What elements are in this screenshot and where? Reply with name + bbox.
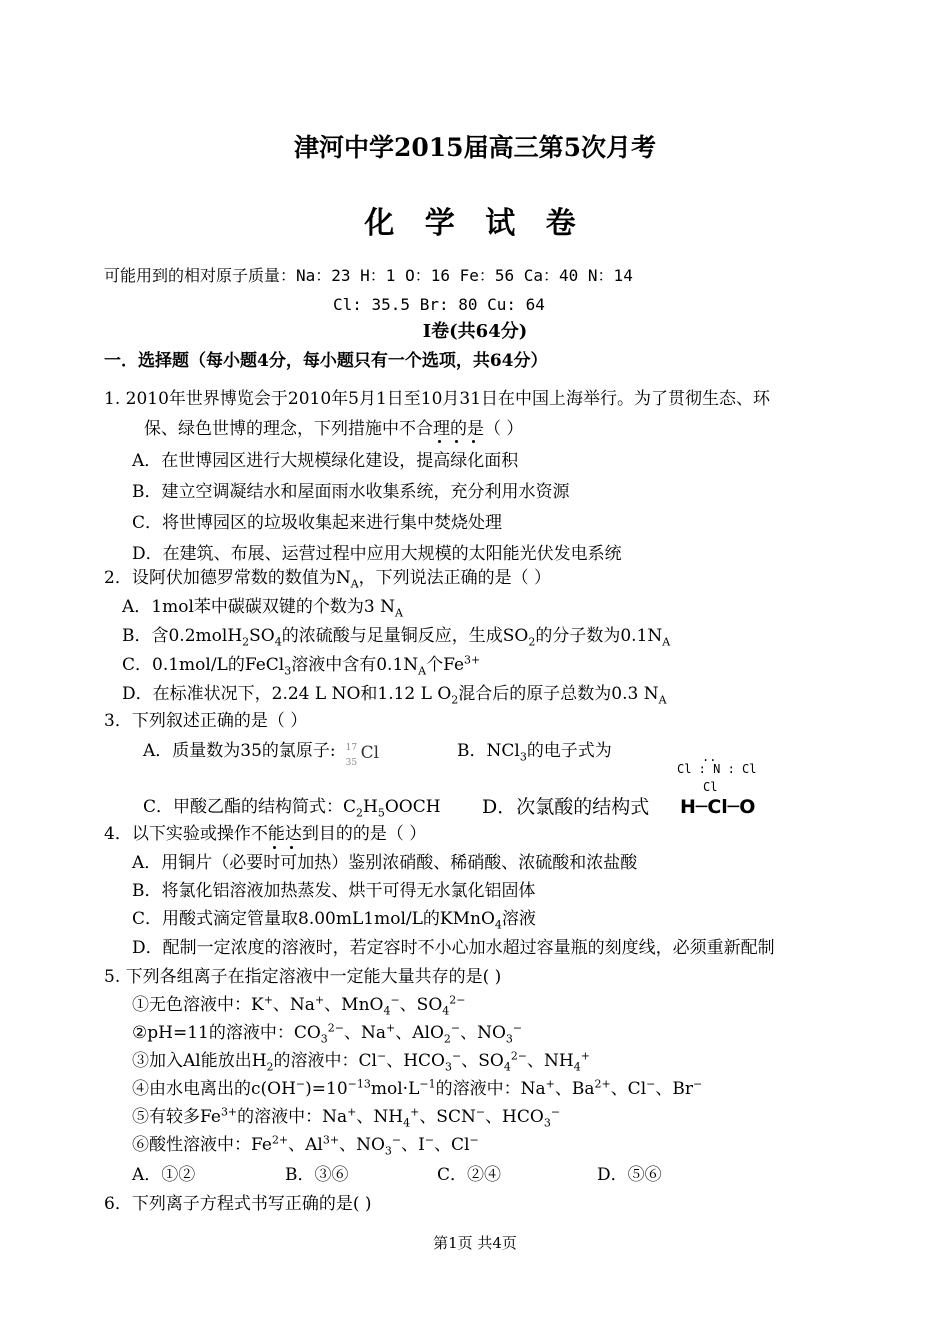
q1-stem-line-2: 保、绿色世博的理念，下列措施中不合理的是（ ） (144, 419, 524, 439)
emphasis-dot (455, 440, 458, 443)
emphasis-dot (438, 440, 441, 443)
q4-stem: 4．以下实验或操作不能达到目的的是（ ） (104, 824, 427, 844)
q5-item-3: ③加入Al能放出$H_2$的溶液中：Cl−、$HCO_3^-$、$SO_4^{2-}$、$NH_4^+$ (132, 1049, 590, 1074)
q3-option-a-text: A．质量数为35的氯原子: (143, 741, 336, 761)
q2-option-a: A．1mol苯中碳碳双键的个数为3 $N_A$ (122, 597, 403, 620)
part-heading: 一．选择题（每小题4分，每小题只有一个选项，共64分） (104, 351, 548, 371)
q1-option-b: B．建立空调凝结水和屋面雨水收集系统，充分利用水资源 (132, 482, 570, 502)
q6-stem: 6．下列离子方程式书写正确的是( ) (104, 1194, 372, 1214)
q1-option-d: D．在建筑、布展、运营过程中应用大规模的太阳能光伏发电系统 (132, 544, 622, 564)
volume-heading: Ⅰ卷(共64分) (422, 321, 528, 342)
q4-option-a: A．用铜片（必要时可加热）鉴别浓硝酸、稀硝酸、浓硫酸和浓盐酸 (132, 853, 638, 873)
page-footer: 第1页 共4页 (433, 1234, 517, 1252)
emphasis-dot (273, 846, 276, 849)
q1-option-c: C．将世博园区的垃圾收集起来进行集中焚烧处理 (132, 513, 503, 533)
q5-item-6: ⑥酸性溶液中：$Fe^{2+}$、$Al^{3+}$、$NO_3^-$、I−、Cl− (132, 1133, 479, 1158)
q4-option-c: C．用酸式滴定管量取8.00mL1mol/L的KMnO$_4$溶液 (132, 909, 536, 932)
q1-option-a: A．在世博园区进行大规模绿化建设，提高绿化面积 (132, 451, 519, 471)
exam-subtitle: 化 学 试 卷 (364, 206, 586, 241)
q5-option-d: D．⑤⑥ (597, 1165, 662, 1185)
q3-option-c: C．甲酸乙酯的结构简式：$C_2H_5OOCH$ (143, 797, 441, 820)
q5-item-2: ②pH=11的溶液中：$CO_3^{2-}$、Na+、AlO$_2$−、$NO_3^-$ (132, 1021, 523, 1046)
ncl3-electron-formula-bottom: Cl (703, 780, 718, 794)
q2-option-c: C．0.1mol/L的FeCl$_3$溶液中含有$0.1N_A$个$Fe^{3+}$ (122, 653, 481, 678)
q3-option-b: B．NCl$_3$的电子式为 (457, 741, 612, 764)
emphasis-dot (472, 440, 475, 443)
q5-item-1: ①无色溶液中：K+、Na+、MnO$_4$−、$SO_4^{2-}$ (132, 993, 466, 1018)
q3-option-a (143, 740, 380, 768)
q3-stem: 3．下列叙述正确的是（ ） (104, 711, 308, 731)
q4-option-d: D．配制一定浓度的溶液时，若定容时不小心加水超过容量瓶的刻度线，必须重新配制 (132, 938, 775, 958)
q2-option-d: D．在标准状况下，2.24 L NO和1.12 L $O_2$混合后的原子总数为0.3 $N_A$ (122, 684, 667, 707)
chlorine-isotope-notation: 17 35 Cl (345, 742, 380, 768)
q2-option-b: B．含$0.2molH_2SO_4$的浓硫酸与足量铜反应，生成$SO_2$的分子数为$0.1N_A$ (122, 626, 671, 649)
atomic-mass-line-1: 可能用到的相对原子质量：Na：23 H：1 O：16 Fe：56 Ca：40 N：14 (104, 266, 633, 285)
q4-option-b: B．将氯化铝溶液加热蒸发、烘干可得无水氯化铝固体 (132, 881, 536, 901)
q5-option-a: A．①② (132, 1165, 196, 1185)
ncl3-electron-dots: .. (702, 750, 717, 764)
q5-item-4: ④由水电离出的$c(OH^-)=10^{-13}mol\cdot L^{-1}$的溶液中：Na+、$Ba^{2+}$、Cl−、Br− (132, 1077, 703, 1099)
atomic-mass-line-2: Cl: 35.5 Br: 80 Cu: 64 (333, 295, 545, 314)
exam-title: 津河中学2015届高三第5次月考 (294, 133, 656, 162)
q3-option-d: D．次氯酸的结构式 (482, 796, 650, 818)
q2-stem: 2．设阿伏加德罗常数的数值为$N_A$，下列说法正确的是（ ） (104, 568, 552, 591)
emphasis-dot (290, 846, 293, 849)
q5-option-c: C．②④ (437, 1165, 502, 1185)
q1-stem-line-1: 1. 2010年世界博览会于2010年5月1日至10月31日在中国上海举行。为了贯彻生态、环 (104, 389, 771, 409)
q5-item-5: ⑤有较多$Fe^{3+}$的溶液中：Na+、$NH_4^+$、SCN−、$HCO_3^-$ (132, 1105, 561, 1130)
q5-option-b: B．③⑥ (285, 1165, 349, 1185)
ncl3-electron-formula: Cl : N : Cl (677, 762, 757, 776)
hclo-structure: H─Cl─O (680, 796, 756, 818)
q5-stem: 5. 下列各组离子在指定溶液中一定能大量共存的是( ) (104, 967, 502, 987)
